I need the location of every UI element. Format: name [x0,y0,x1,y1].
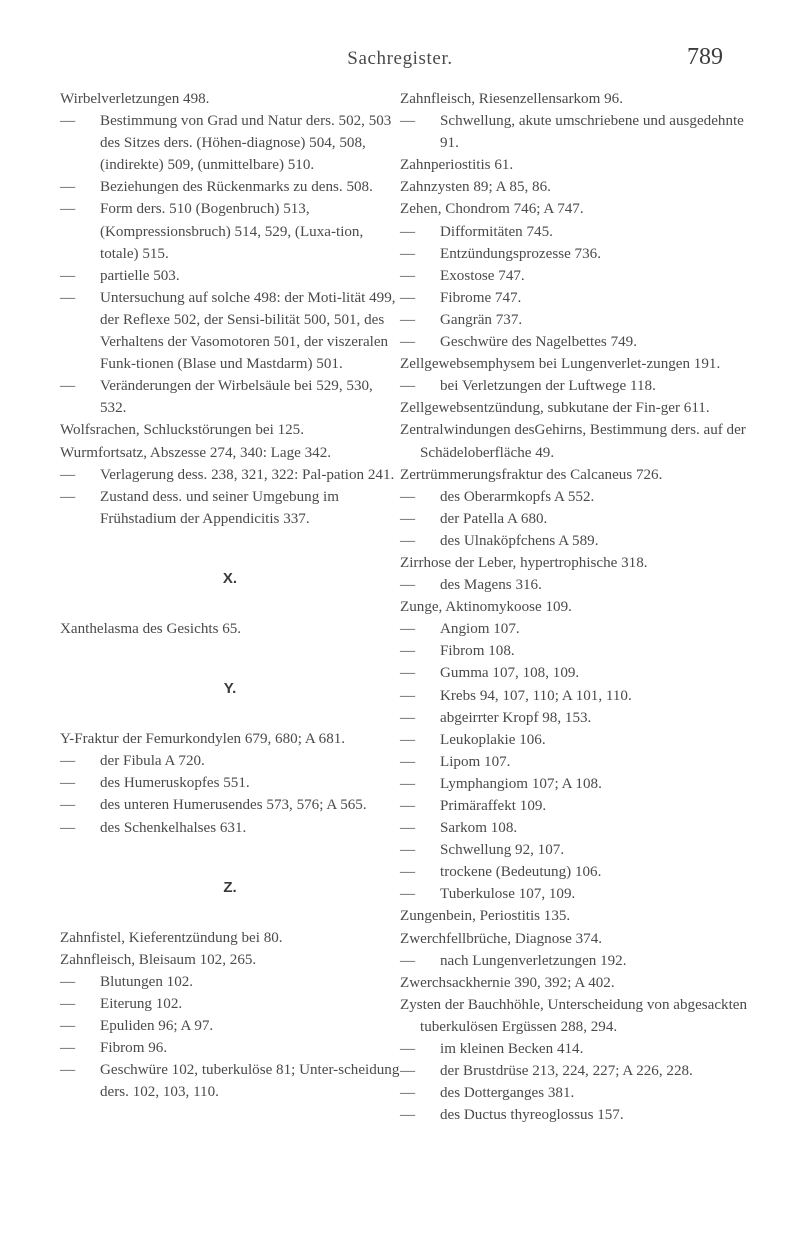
entry-text: Primäraffekt 109. [440,798,547,814]
dash-marker: — [60,289,76,306]
dash-marker: — [60,113,76,130]
entry-text: im kleinen Becken 414. [440,1041,584,1058]
right-column [400,88,750,1126]
index-entry [60,728,400,750]
entry-text: Zahnfleisch, Bleisaum 102, 265. [60,951,257,968]
index-subentry [60,750,400,772]
dash-marker: — [400,709,416,726]
dash-marker: — [400,334,416,351]
entry-text: Zahnzysten 89; A 85, 86. [400,179,551,196]
entry-text: Tuberkulose 107, 109. [440,886,576,903]
index-subentry [60,176,400,198]
index-entry [400,353,750,375]
entry-text: des Dotterganges 381. [440,1085,575,1102]
dash-marker: — [60,488,76,505]
entry-text: Bestimmung von Grad und Natur ders. 502, 503 des Sitzes ders. (Höhen-diagnose) 504, 508, (indirekte) 509, (unmittelbare) 510. [100,113,392,174]
index-subentry [400,839,750,861]
index-subentry [60,794,400,816]
index-subentry [400,331,750,353]
entry-text: Angiom 107. [440,621,520,638]
dash-marker: — [400,1063,416,1080]
index-entry [400,198,750,220]
index-subentry [60,375,400,419]
entry-text: Zwerchfellbrüche, Diagnose 374. [400,930,603,947]
dash-marker: — [400,753,416,770]
page-header [0,44,800,74]
dash-marker: — [60,1040,76,1057]
dash-marker: — [400,245,416,262]
section-letter-z: Z. [223,878,237,896]
dash-marker: — [60,466,76,483]
entry-text: Eiterung 102. [100,996,183,1012]
index-entry [400,419,750,463]
index-subentry [400,530,750,552]
index-subentry [400,1082,750,1104]
dash-marker: — [400,1107,416,1124]
index-subentry [60,198,400,264]
entry-text: Xanthelasma des Gesichts 65. [60,620,242,637]
entry-text: Leukoplakie 106. [440,731,546,748]
dash-marker: — [400,643,416,660]
dash-marker: — [400,886,416,903]
entry-text: des Ulnaköpfchens A 589. [440,532,599,549]
dash-marker: — [400,731,416,748]
entry-text: Zungenbein, Periostitis 135. [400,908,571,925]
index-subentry [60,287,400,375]
dash-marker: — [400,798,416,814]
index-subentry [400,883,750,905]
entry-text: Epuliden 96; A 97. [100,1018,214,1035]
index-subentry [60,772,400,794]
index-subentry [400,309,750,331]
entry-text: Blutungen 102. [100,973,194,990]
entry-text: Gangrän 737. [440,311,523,328]
dash-marker: — [60,775,76,792]
entry-text: der Brustdrüse 213, 224, 227; A 226, 228. [440,1063,693,1080]
entry-text: nach Lungenverletzungen 192. [440,952,627,969]
section-letter-y: Y. [223,680,237,698]
index-entry [60,618,400,640]
index-subentry [400,574,750,596]
entry-text: Wolfsrachen, Schluckstörungen bei 125. [60,422,304,439]
dash-marker: — [400,510,416,527]
entry-text: Lymphangiom 107; A 108. [440,775,602,792]
left-column [60,88,400,1103]
index-entry [60,419,400,441]
index-subentry [400,287,750,309]
dash-marker: — [400,378,416,395]
entry-text: Beziehungen des Rückenmarks zu dens. 508. [100,179,373,196]
dash-marker: — [60,378,76,395]
entry-text: Zustand dess. und seiner Umgebung im Frühstadium der Appendicitis 337. [100,488,339,527]
index-subentry [400,751,750,773]
entries-w [60,88,400,530]
index-entry [400,464,750,486]
dash-marker: — [400,113,416,130]
dash-marker: — [400,532,416,549]
index-entry [400,88,750,110]
dash-marker: — [400,311,416,328]
dash-marker: — [400,223,416,240]
entry-text: Zahnfleisch, Riesenzellensarkom 96. [400,91,623,107]
index-entry [400,972,750,994]
index-subentry [400,1104,750,1126]
dash-marker: — [400,665,416,682]
dash-marker: — [400,488,416,505]
index-subentry [60,464,400,486]
entry-text: Veränderungen der Wirbelsäule bei 529, 530, 532. [100,378,373,417]
entries-y [60,728,400,838]
index-subentry [400,243,750,265]
index-entry [400,176,750,198]
entry-text: Fibrome 747. [440,289,522,306]
dash-marker: — [400,577,416,594]
index-subentry [60,265,400,287]
index-entry [400,596,750,618]
dash-marker: — [400,775,416,792]
entry-text: trockene (Bedeutung) 106. [440,864,602,881]
index-entry [400,552,750,574]
entries-x [60,618,400,640]
entry-text: Entzündungsprozesse 736. [440,245,601,262]
entry-text: des Oberarmkopfs A 552. [440,488,595,505]
entry-text: Zysten der Bauchhöhle, Unterscheidung von abgesackten tuberkulösen Ergüssen 288, 294. [400,996,748,1035]
entry-text: des Magens 316. [440,577,542,594]
index-subentry [60,1015,400,1037]
index-subentry [400,508,750,530]
entry-text: Lipom 107. [440,753,511,770]
index-subentry [400,1060,750,1082]
index-subentry [400,707,750,729]
dash-marker: — [400,289,416,306]
dash-marker: — [60,753,76,770]
entry-text: Schwellung, akute umschriebene und ausgedehnte 91. [440,113,744,152]
entry-text: des unteren Humerusendes 573, 576; A 565. [100,797,367,814]
dash-marker: — [400,1041,416,1058]
entry-text: der Patella A 680. [440,510,548,527]
index-subentry [400,817,750,839]
running-title: Sachregister. [347,48,453,69]
entry-text: Zellgewebsentzündung, subkutane der Fin-ger 611. [400,400,710,417]
index-subentry [60,1059,400,1103]
index-subentry [400,685,750,707]
index-subentry [60,817,400,839]
index-subentry [400,1038,750,1060]
dash-marker: — [400,820,416,837]
entries-z-continued [400,88,750,1126]
dash-marker: — [60,1018,76,1035]
index-subentry [60,993,400,1015]
entry-text: Geschwüre 102, tuberkulöse 81; Unter-scheidung ders. 102, 103, 110. [100,1062,400,1101]
dash-marker: — [60,267,76,284]
index-entry [400,154,750,176]
entry-text: Zirrhose der Leber, hypertrophische 318. [400,554,648,571]
index-subentry [400,265,750,287]
entry-text: Zahnperiostitis 61. [400,157,514,174]
index-subentry [400,861,750,883]
entries-z [60,927,400,1104]
entry-text: Fibrom 108. [440,643,515,660]
entry-text: Wirbelverletzungen 498. [60,91,210,107]
entry-text: des Schenkelhalses 631. [100,819,247,836]
index-entry [400,905,750,927]
index-subentry [60,110,400,176]
dash-marker: — [60,797,76,814]
dash-marker: — [400,842,416,859]
index-subentry [400,618,750,640]
entry-text: Exostose 747. [440,267,525,284]
dash-marker: — [60,1062,76,1079]
dash-marker: — [60,973,76,990]
entry-text: Sarkom 108. [440,820,518,837]
entry-text: Zertrümmerungsfraktur des Calcaneus 726. [400,466,663,483]
dash-marker: — [60,179,76,196]
entry-text: Y-Fraktur der Femurkondylen 679, 680; A 681. [60,731,346,748]
index-subentry [400,773,750,795]
index-subentry [400,486,750,508]
index-entry [60,927,400,949]
index-subentry [60,1037,400,1059]
index-entry [400,397,750,419]
index-subentry [400,640,750,662]
index-entry [400,994,750,1038]
entry-text: des Humeruskopfes 551. [100,775,250,792]
index-subentry [400,729,750,751]
index-subentry [400,662,750,684]
index-subentry [400,795,750,817]
entry-text: partielle 503. [100,267,180,284]
entry-text: Zehen, Chondrom 746; A 747. [400,201,584,218]
entry-text: Zunge, Aktinomykoose 109. [400,599,572,616]
dash-marker: — [400,864,416,881]
entry-text: Gumma 107, 108, 109. [440,665,580,682]
index-subentry [400,375,750,397]
index-subentry [60,486,400,530]
dash-marker: — [60,996,76,1012]
entry-text: des Ductus thyreoglossus 157. [440,1107,624,1124]
entry-text: Zellgewebsemphysem bei Lungenverlet-zungen 191. [400,356,721,373]
entry-text: Verlagerung dess. 238, 321, 322: Pal-pation 241. [100,466,395,483]
entry-text: Fibrom 96. [100,1040,168,1057]
entry-text: Wurmfortsatz, Abszesse 274, 340: Lage 342. [60,444,332,461]
index-subentry [400,221,750,243]
entry-text: bei Verletzungen der Luftwege 118. [440,378,656,395]
entry-text: Difformitäten 745. [440,223,553,240]
dash-marker: — [60,819,76,836]
dash-marker: — [400,267,416,284]
entry-text: der Fibula A 720. [100,753,205,770]
index-subentry [400,110,750,154]
section-letter-x: X. [222,569,238,587]
dash-marker: — [400,621,416,638]
dash-marker: — [400,1085,416,1102]
index-subentry [60,971,400,993]
index-subentry [400,950,750,972]
entry-text: Zwerchsackhernie 390, 392; A 402. [400,974,615,991]
index-entry [60,442,400,464]
index-entry [60,88,400,110]
dash-marker: — [400,687,416,704]
entry-text: Zentralwindungen desGehirns, Bestimmung ders. auf der Schädeloberfläche 49. [400,422,746,461]
entry-text: Geschwüre des Nagelbettes 749. [440,334,637,351]
entry-text: Krebs 94, 107, 110; A 101, 110. [440,687,632,704]
entry-text: Untersuchung auf solche 498: der Moti-lität 499, der Reflexe 502, der Sensi-bilität 500, 501, des Verhaltens der Vasomotoren 501, der viszeralen Funk-tionen (Blase und Mastdarm) 501. [100,289,396,373]
index-entry [60,949,400,971]
dash-marker: — [60,201,76,218]
entry-text: Zahnfistel, Kieferentzündung bei 80. [60,929,283,946]
entry-text: Schwellung 92, 107. [440,842,565,859]
entry-text: abgeirrter Kropf 98, 153. [440,709,592,726]
dash-marker: — [400,952,416,969]
entry-text: Form ders. 510 (Bogenbruch) 513, (Kompressionsbruch) 514, 529, (Luxa-tion, totale) 515. [100,201,364,262]
page-number: 789 [687,44,723,70]
index-entry [400,928,750,950]
